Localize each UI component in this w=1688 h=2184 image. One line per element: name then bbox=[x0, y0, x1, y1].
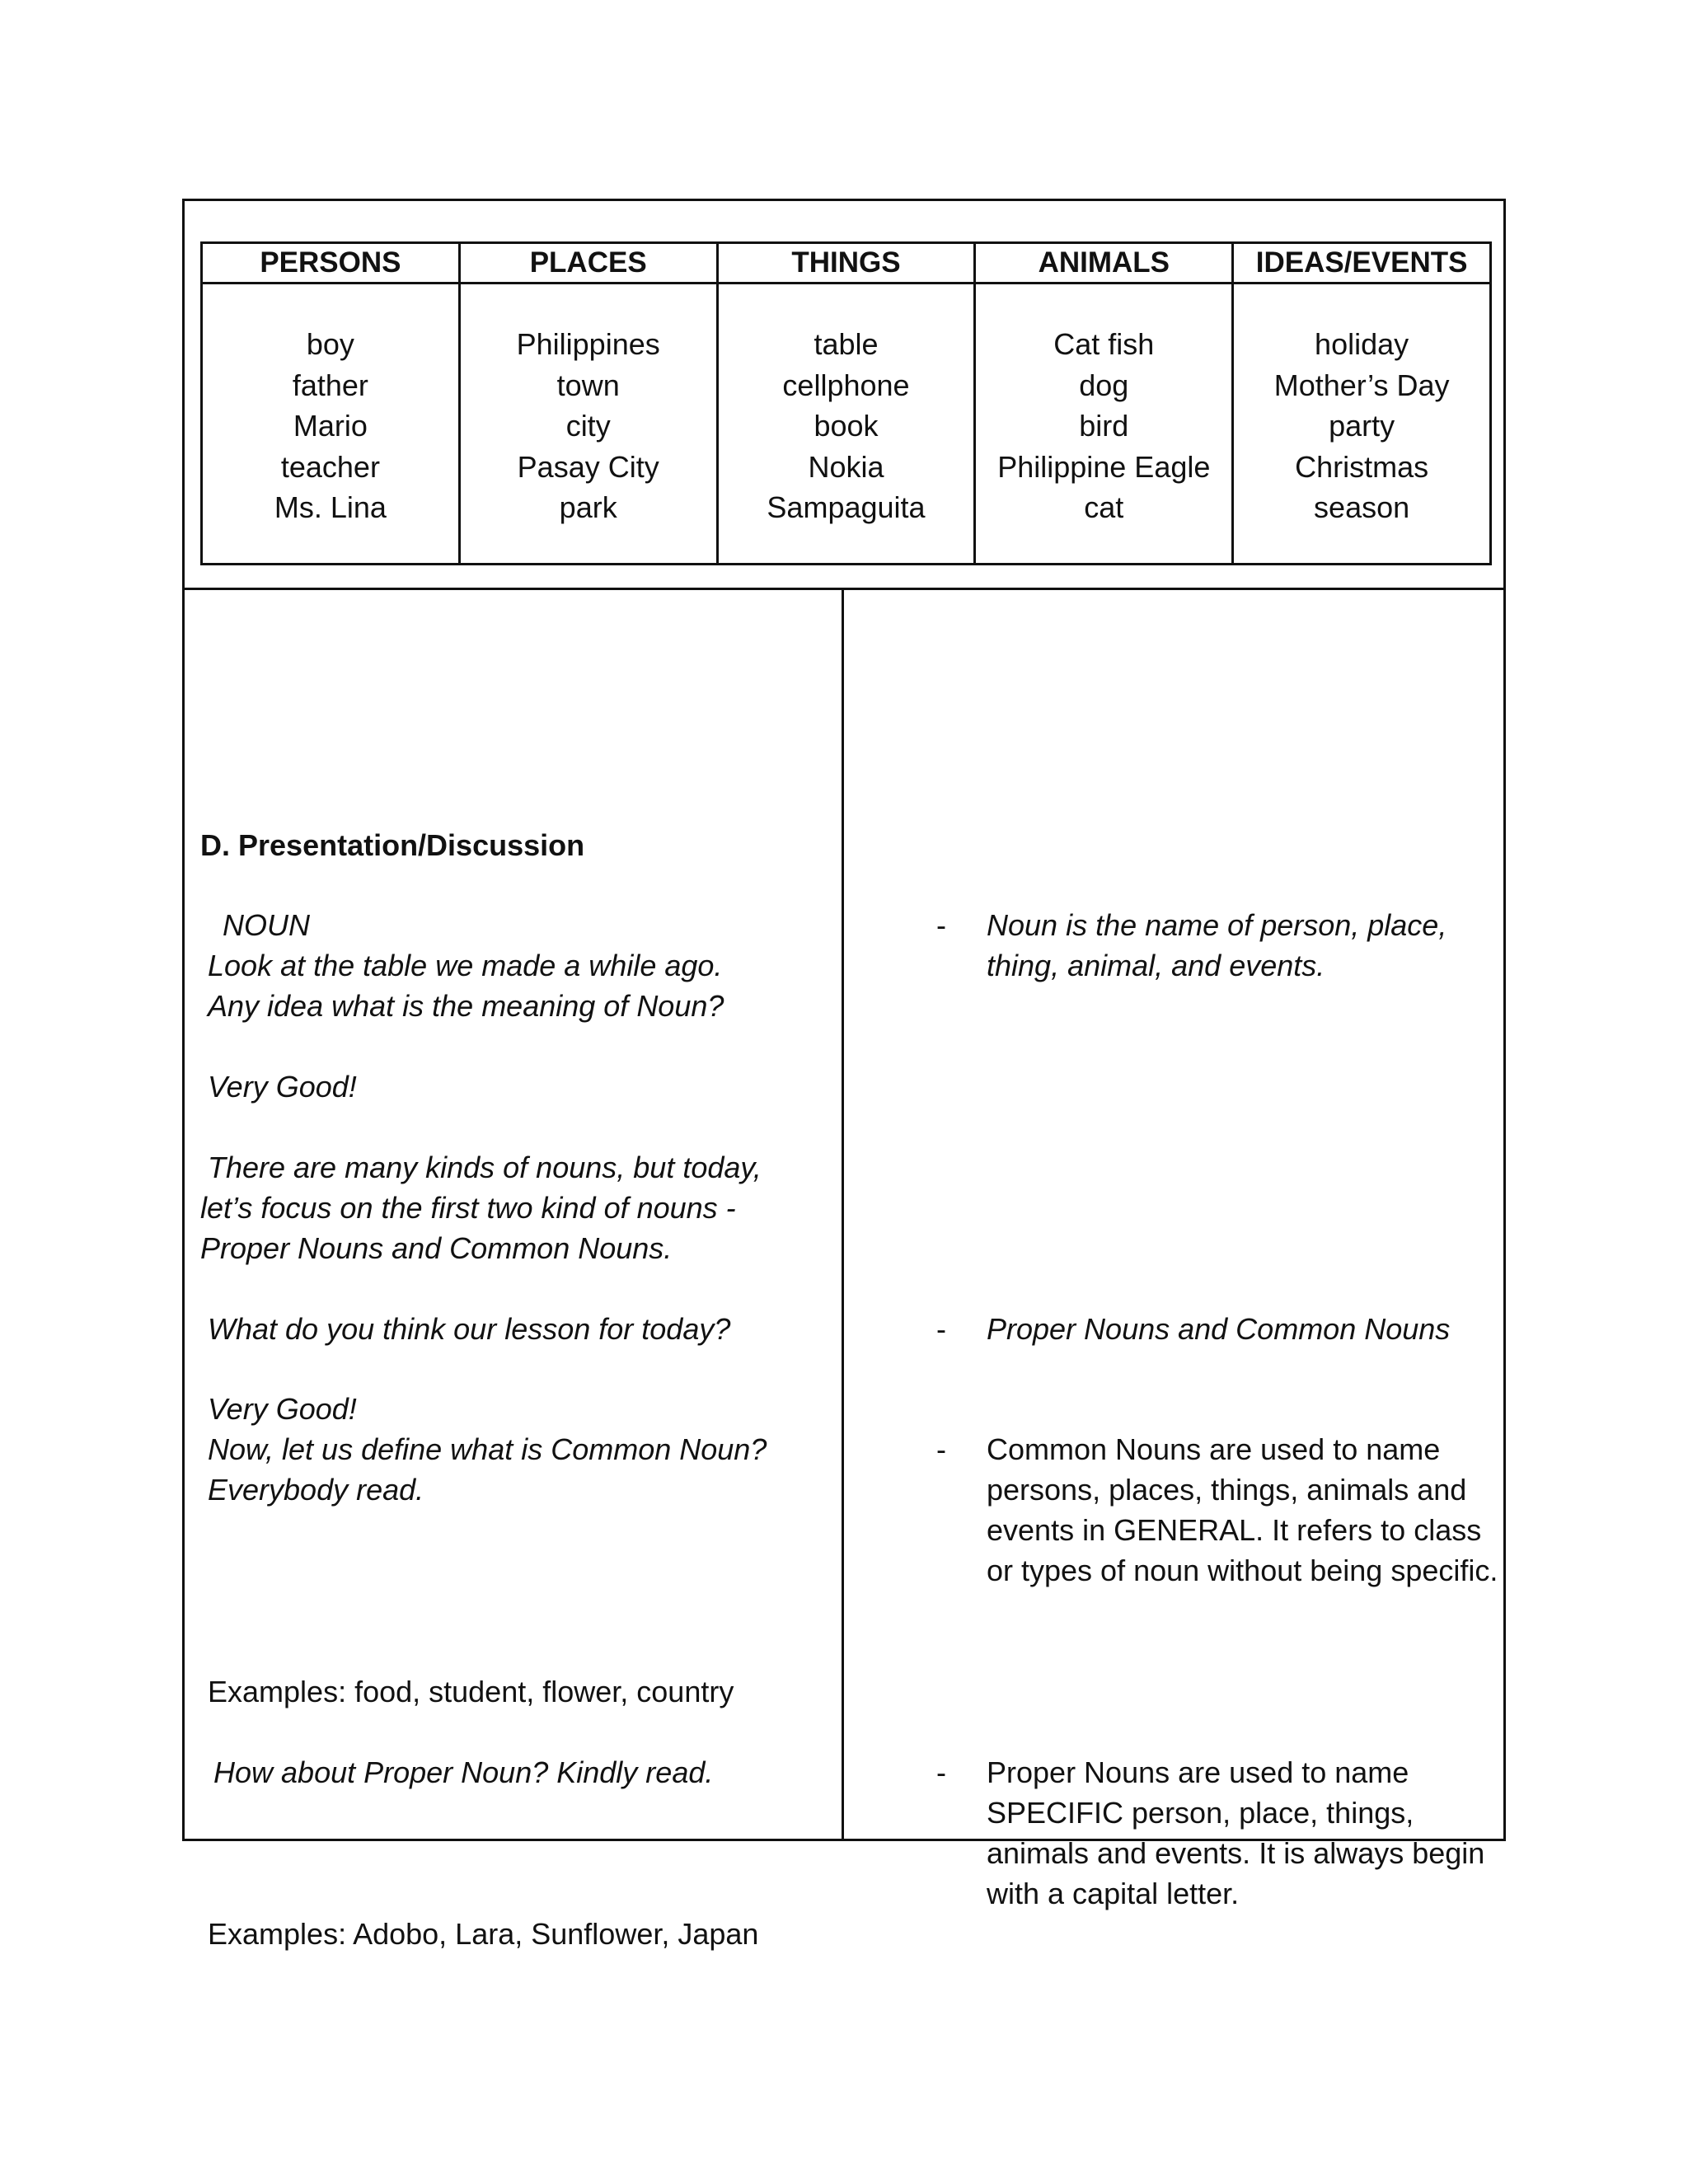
list-item: party bbox=[1329, 409, 1395, 443]
instruction-text: Now, let us define what is Common Noun? bbox=[208, 1432, 767, 1466]
paragraph-text: let’s focus on the first two kind of nouns - bbox=[200, 1191, 736, 1225]
instruction-text: Everybody read. bbox=[208, 1473, 424, 1507]
list-item: cellphone bbox=[782, 368, 910, 402]
list-item: season bbox=[1314, 490, 1410, 524]
header-ideas-events: IDEAS/EVENTS bbox=[1233, 243, 1491, 284]
teacher-activity-column bbox=[185, 590, 842, 1951]
list-item: cat bbox=[1084, 490, 1124, 524]
bullet-dash: - bbox=[936, 908, 946, 942]
list-item: Pasay City bbox=[517, 449, 659, 484]
persons-cell bbox=[202, 284, 460, 565]
common-noun-examples: Examples: food, student, flower, country bbox=[208, 1675, 734, 1708]
lesson-plan-frame bbox=[182, 199, 1506, 1951]
things-cell bbox=[717, 284, 975, 565]
noun-definition: Noun is the name of person, place, thing, animal, and events. bbox=[987, 908, 1447, 982]
list-item: Philippines bbox=[516, 327, 660, 361]
list-item: Christmas bbox=[1295, 449, 1429, 484]
header-things: THINGS bbox=[717, 243, 975, 284]
header-persons: PERSONS bbox=[202, 243, 460, 284]
list-item: town bbox=[556, 368, 620, 402]
places-cell bbox=[459, 284, 717, 565]
animals-cell bbox=[975, 284, 1233, 565]
pupil-activity-column bbox=[844, 590, 1503, 1910]
list-item: Philippine Eagle bbox=[997, 449, 1211, 484]
list-item: Sampaguita bbox=[767, 490, 926, 524]
table-row bbox=[202, 284, 1491, 565]
noun-table-section bbox=[185, 201, 1503, 590]
list-item: father bbox=[292, 368, 368, 402]
question-text: What do you think our lesson for today? bbox=[208, 1312, 731, 1346]
header-places: PLACES bbox=[459, 243, 717, 284]
bullet-dash: - bbox=[936, 1312, 946, 1346]
noun-categories-table bbox=[200, 241, 1492, 565]
question-text: Look at the table we made a while ago. bbox=[208, 949, 723, 982]
list-item: Cat fish bbox=[1053, 327, 1155, 361]
list-item: city bbox=[565, 409, 611, 443]
list-item: table bbox=[814, 327, 879, 361]
proper-noun-definition: Proper Nouns are used to name SPECIFIC person, place, things, animals and events. It is always begin with a capital letter. bbox=[987, 1755, 1485, 1910]
bullet-dash: - bbox=[936, 1755, 946, 1789]
list-item: teacher bbox=[280, 449, 380, 484]
noun-label: NOUN bbox=[223, 908, 310, 942]
list-item: bird bbox=[1079, 409, 1129, 443]
list-item: boy bbox=[306, 327, 354, 361]
praise-text: Very Good! bbox=[208, 1392, 357, 1426]
paragraph-text: Proper Nouns and Common Nouns. bbox=[200, 1231, 673, 1265]
list-item: book bbox=[814, 409, 879, 443]
praise-text: Very Good! bbox=[208, 1070, 357, 1104]
list-item: holiday bbox=[1315, 327, 1409, 361]
list-item: Nokia bbox=[808, 449, 884, 484]
table-header-row bbox=[202, 243, 1491, 284]
common-noun-definition: Common Nouns are used to name persons, places, things, animals and events in GENERAL. It refers to class or types of noun without being specific. bbox=[987, 1432, 1498, 1587]
ideas-events-cell bbox=[1233, 284, 1491, 565]
list-item: Ms. Lina bbox=[274, 490, 387, 524]
question-text: How about Proper Noun? Kindly read. bbox=[213, 1755, 714, 1789]
proper-noun-examples: Examples: Adobo, Lara, Sunflower, Japan bbox=[208, 1917, 759, 1951]
list-item: dog bbox=[1079, 368, 1129, 402]
header-animals: ANIMALS bbox=[975, 243, 1233, 284]
paragraph-text: There are many kinds of nouns, but today, bbox=[208, 1151, 762, 1184]
bullet-dash: - bbox=[936, 1432, 946, 1466]
question-text: Any idea what is the meaning of Noun? bbox=[208, 989, 724, 1023]
list-item: Mother’s Day bbox=[1273, 368, 1450, 402]
lesson-answer: Proper Nouns and Common Nouns bbox=[987, 1312, 1451, 1346]
section-heading: D. Presentation/Discussion bbox=[200, 828, 585, 862]
list-item: park bbox=[559, 490, 617, 524]
list-item: Mario bbox=[293, 409, 368, 443]
